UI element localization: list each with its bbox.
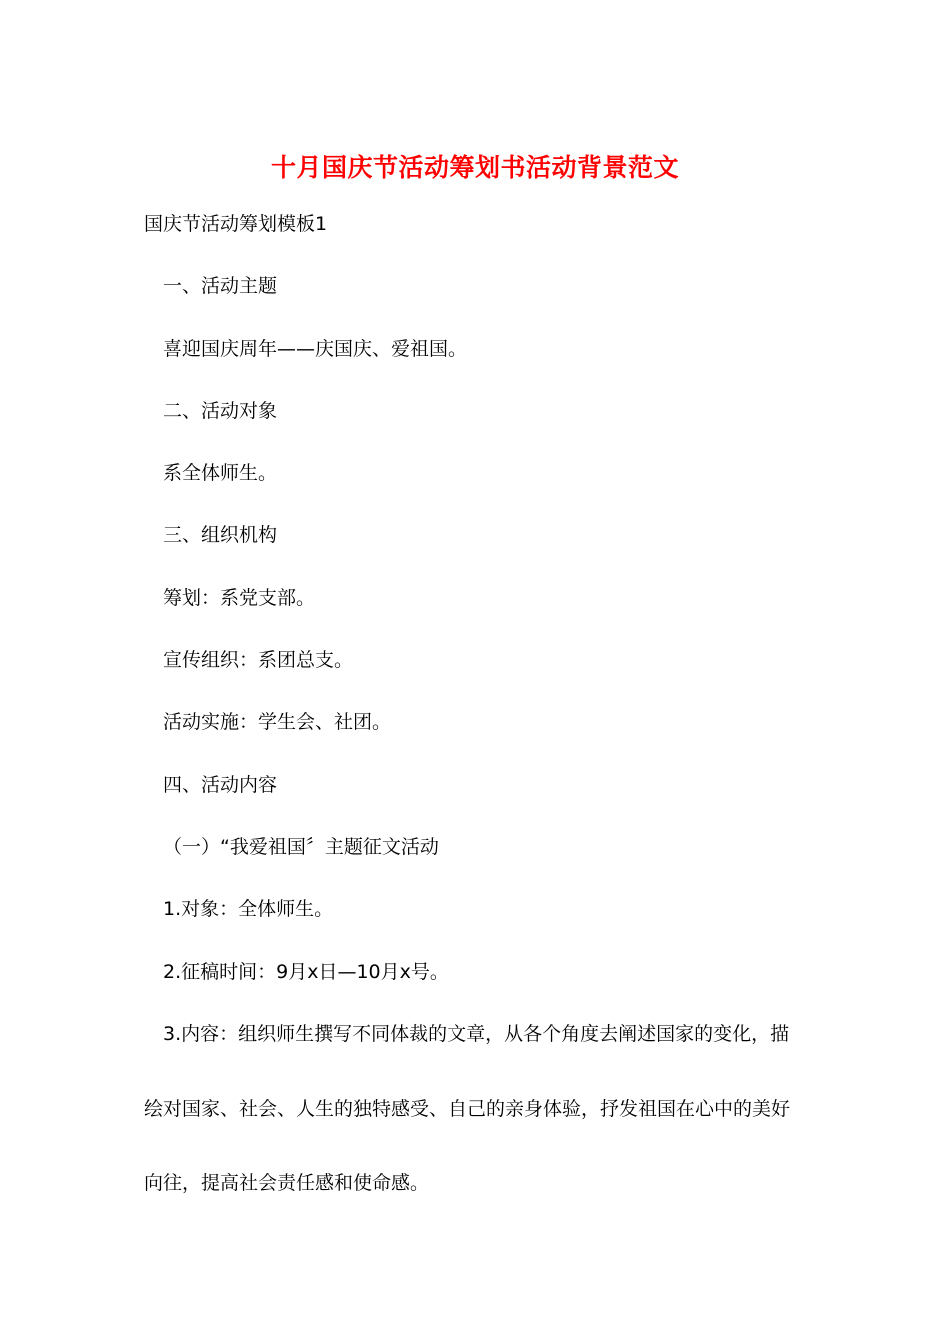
paragraph-theme: 喜迎国庆周年——庆国庆、爱祖国。	[163, 338, 468, 360]
document-subtitle: 国庆节活动筹划模板1	[144, 213, 328, 235]
paragraph-planning: 筹划：系党支部。	[163, 587, 316, 609]
paragraph-audience: 系全体师生。	[163, 462, 278, 484]
list-item-content-line-1: 3.内容：组织师生撰写不同体裁的文章，从各个角度去阐述国家的变化，描	[163, 1023, 790, 1045]
document-title: 十月国庆节活动筹划书活动背景范文	[270, 153, 679, 182]
list-item-target: 1.对象：全体师生。	[163, 898, 334, 920]
list-item-content-line-2: 绘对国家、社会、人生的独特感受、自己的亲身体验，抒发祖国在心中的美好	[144, 1098, 791, 1120]
section-heading-audience: 二、活动对象	[163, 400, 278, 422]
paragraph-publicity: 宣传组织：系团总支。	[163, 649, 354, 671]
section-heading-organization: 三、组织机构	[163, 524, 278, 546]
section-heading-content: 四、活动内容	[163, 774, 278, 796]
list-item-content-line-3: 向往，提高社会责任感和使命感。	[144, 1172, 430, 1194]
list-item-period: 2.征稿时间：9月x日—10月x号。	[163, 961, 449, 983]
subsection-heading-essay: （一）“我爱祖国〞主题征文活动	[163, 836, 439, 858]
paragraph-implementation: 活动实施：学生会、社团。	[163, 711, 392, 733]
section-heading-theme: 一、活动主题	[163, 275, 278, 297]
